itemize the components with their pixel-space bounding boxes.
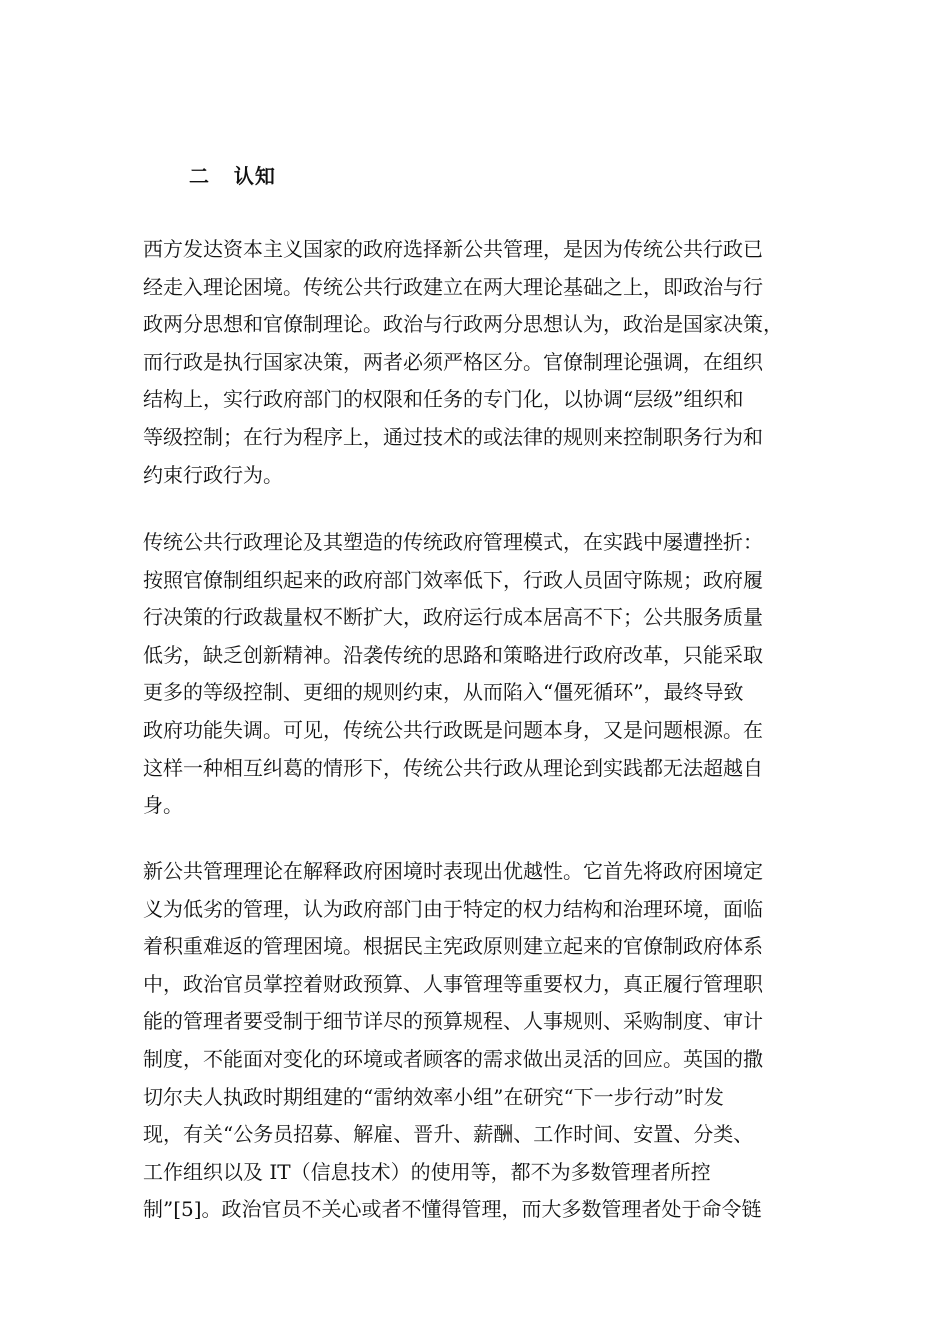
paragraph-3 <box>143 853 808 1229</box>
paragraph-line: 传统公共行政理论及其塑造的传统政府管理模式，在实践中屡遭挫折： <box>143 530 763 554</box>
paragraph-line: 而行政是执行国家决策，两者必须严格区分。官僚制理论强调，在组织 <box>143 349 763 374</box>
paragraph-line: 行决策的行政裁量权不断扩大，政府运行成本居高不下；公共服务质量 <box>143 605 763 630</box>
paragraph-line: 结构上，实行政府部门的权限和任务的专门化，以协调“层级”组织和 <box>143 387 744 412</box>
section-heading: 二 认知 <box>189 164 276 188</box>
paragraph-line: 更多的等级控制、更细的规则约束，从而陷入“僵死循环”，最终导致 <box>143 680 744 705</box>
paragraph-line: 新公共管理理论在解释政府困境时表现出优越性。它首先将政府困境定 <box>143 859 763 883</box>
paragraph-line: 西方发达资本主义国家的政府选择新公共管理，是因为传统公共行政已 <box>143 237 763 261</box>
paragraph-line: 制度，不能面对变化的环境或者顾客的需求做出灵活的回应。英国的撒 <box>143 1046 763 1071</box>
paragraph-line: 政两分思想和官僚制理论。政治与行政两分思想认为，政治是国家决策， <box>143 312 783 337</box>
paragraph-line: 政府功能失调。可见，传统公共行政既是问题本身，又是问题根源。在 <box>143 717 763 742</box>
paragraph-line: 切尔夫人执政时期组建的“雷纳效率小组”在研究“下一步行动”时发 <box>143 1084 724 1109</box>
paragraph-line: 制”[5]。政治官员不关心或者不懂得管理，而大多数管理者处于命令链 <box>143 1197 762 1222</box>
paragraph-line: 工作组织以及 IT（信息技术）的使用等，都不为多数管理者所控 <box>143 1159 711 1184</box>
paragraph-line: 等级控制；在行为程序上，通过技术的或法律的规则来控制职务行为和 <box>143 424 763 449</box>
paragraph-2 <box>143 524 808 825</box>
paragraph-line: 着积重难返的管理困境。根据民主宪政原则建立起来的官僚制政府体系 <box>143 934 763 959</box>
paragraph-1 <box>143 231 808 494</box>
paragraph-line: 身。 <box>143 793 183 818</box>
paragraph-line: 约束行政行为。 <box>143 462 283 487</box>
paragraph-line: 义为低劣的管理，认为政府部门由于特定的权力结构和治理环境，面临 <box>143 896 763 921</box>
paragraph-line: 按照官僚制组织起来的政府部门效率低下，行政人员固守陈规；政府履 <box>143 567 763 592</box>
paragraph-line: 中，政治官员掌控着财政预算、人事管理等重要权力，真正履行管理职 <box>143 971 763 996</box>
paragraph-line: 经走入理论困境。传统公共行政建立在两大理论基础之上，即政治与行 <box>143 274 763 299</box>
paragraph-line: 低劣，缺乏创新精神。沿袭传统的思路和策略进行政府改革，只能采取 <box>143 642 763 667</box>
paragraph-line: 现，有关“公务员招募、解雇、晋升、薪酬、工作时间、安置、分类、 <box>143 1122 754 1147</box>
paragraph-line: 这样一种相互纠葛的情形下，传统公共行政从理论到实践都无法超越自 <box>143 755 763 780</box>
paragraph-line: 能的管理者要受制于细节详尽的预算规程、人事规则、采购制度、审计 <box>143 1009 763 1034</box>
